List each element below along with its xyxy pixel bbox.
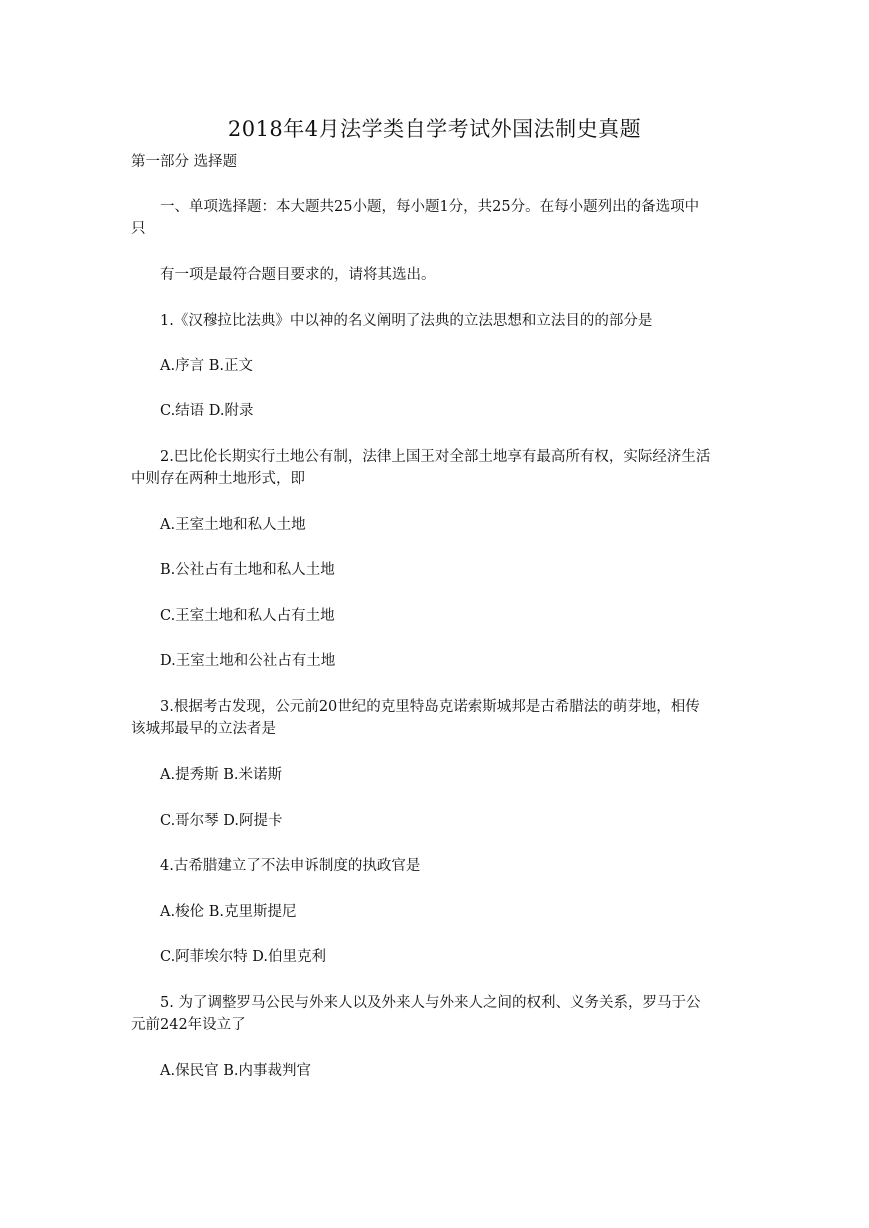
document-title: 2018年4月法学类自学考试外国法制史真题 bbox=[227, 117, 642, 141]
question-2-option-a: A.王室土地和私人土地 bbox=[160, 517, 306, 533]
question-1-option-line-1: A.序言 B.正文 bbox=[160, 358, 253, 374]
question-3-stem: 3.根据考古发现，公元前20世纪的克里特岛克诺索斯城邦是古希腊法的萌芽地，相传 bbox=[160, 699, 700, 715]
question-2-stem-cont: 中则存在两种土地形式，即 bbox=[131, 471, 305, 487]
question-3-option-line-2: C.哥尔琴 D.阿提卡 bbox=[160, 813, 283, 829]
question-1-option-line-2: C.结语 D.附录 bbox=[160, 403, 254, 419]
question-3-option-line-1: A.提秀斯 B.米诺斯 bbox=[160, 767, 282, 783]
question-2-stem: 2.巴比伦长期实行土地公有制，法律上国王对全部土地享有最高所有权，实际经济生活 bbox=[160, 449, 711, 465]
question-5-stem-cont: 元前242年设立了 bbox=[131, 1017, 246, 1033]
question-4-stem: 4.古希腊建立了不法申诉制度的执政官是 bbox=[160, 858, 421, 874]
instructions-line-1: 一、单项选择题：本大题共25小题，每小题1分，共25分。在每小题列出的备选项中 bbox=[160, 199, 700, 215]
question-2-option-d: D.王室土地和公社占有土地 bbox=[160, 653, 336, 669]
question-1-stem: 1.《汉穆拉比法典》中以神的名义阐明了法典的立法思想和立法目的的部分是 bbox=[160, 313, 653, 329]
instructions-line-1-wrap: 只 bbox=[131, 221, 146, 237]
question-5-stem: 5. 为了调整罗马公民与外来人以及外来人与外来人之间的权利、义务关系，罗马于公 bbox=[160, 995, 701, 1011]
question-3-stem-cont: 该城邦最早的立法者是 bbox=[131, 721, 276, 737]
section-heading: 第一部分 选择题 bbox=[131, 154, 238, 170]
question-4-option-line-2: C.阿菲埃尔特 D.伯里克利 bbox=[160, 949, 327, 965]
instructions-line-2: 有一项是最符合题目要求的，请将其选出。 bbox=[160, 267, 436, 283]
question-5-option-line-1: A.保民官 B.内事裁判官 bbox=[160, 1063, 311, 1079]
question-4-option-line-1: A.梭伦 B.克里斯提尼 bbox=[160, 904, 297, 920]
question-2-option-c: C.王室土地和私人占有土地 bbox=[160, 608, 335, 624]
question-2-option-b: B.公社占有土地和私人土地 bbox=[160, 562, 335, 578]
